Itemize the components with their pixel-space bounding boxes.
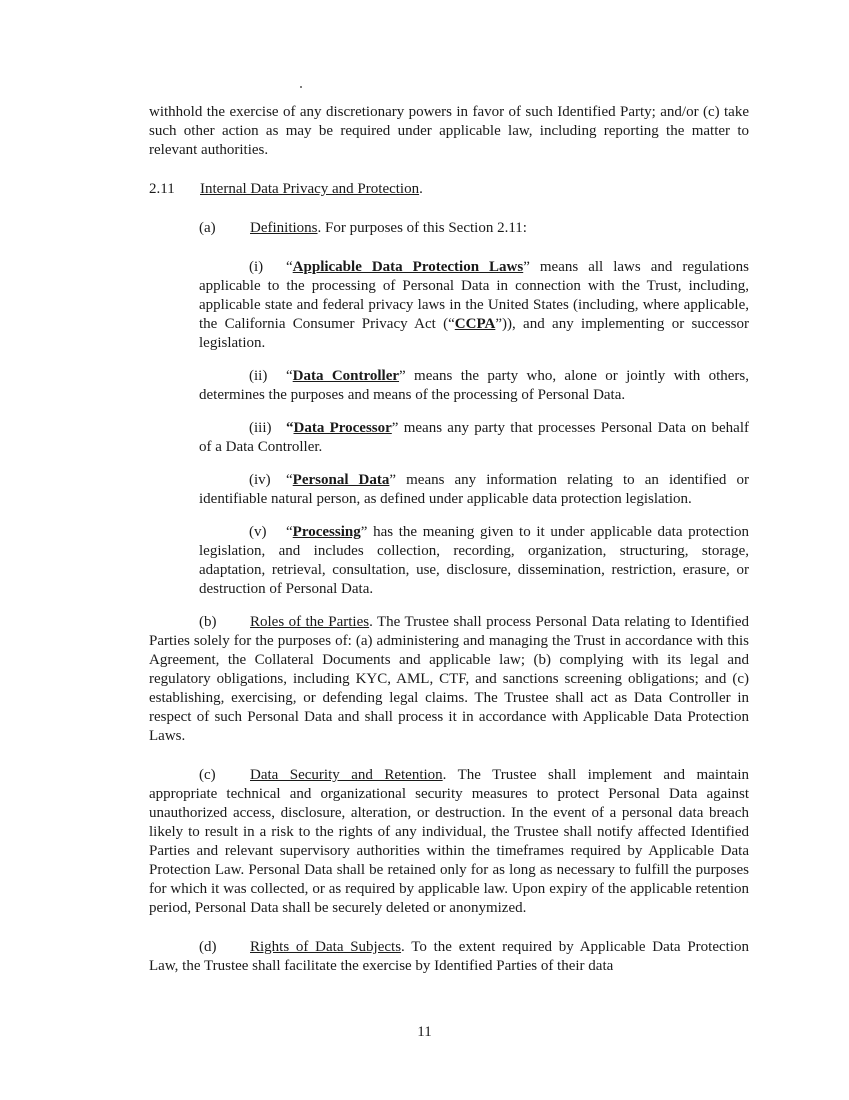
close-quote: ” xyxy=(523,259,530,275)
paragraph-b-number: (b) xyxy=(199,614,217,630)
paragraph-b-text: . The Trustee shall process Personal Data relating to Identified Parties solely for the purposes of: (a) administering and managing the Trust in accordance with this Agreement, the Collateral Documents and applicable law; (b) complying with its legal and regulatory obligations, including KYC, AML, CTF, and sanctions screening obligations; and (c) establishing, exercising, or defending legal claims. The Trustee shall act as Data Controller in respect of such Personal Data and shall process it in accordance with Applicable Data Protection Laws. xyxy=(149,614,749,744)
definition-iii xyxy=(149,419,749,457)
paragraph-c-text: . The Trustee shall implement and maintain appropriate technical and organizational security measures to protect Personal Data against unauthorized access, disclosure, alteration, or destruction. In the event of a personal data breach likely to result in a risk to the rights of any individual, the Trustee shall notify affected Identified Parties and relevant supervisory authorities within the timeframes required by Applicable Data Protection Law. Personal Data shall be retained only for as long as necessary to fulfill the purposes for which it was collected, or as required by applicable law. Upon expiry of the applicable retention period, Personal Data shall be securely deleted or anonymized. xyxy=(149,767,749,916)
paragraph-a xyxy=(149,219,749,238)
section-title-period: . xyxy=(419,181,423,197)
close-quote: ” xyxy=(360,524,368,540)
definition-v-text: has the meaning given to it under applicable data protection legislation, and includes collection, recording, organization, structuring, storage, adaptation, retrieval, consultation, use, disclosure, dissemination, restriction, erasure, or destruction of Personal Data. xyxy=(199,524,749,597)
definition-i-text-end: ”)), and any implementing or successor legislation. xyxy=(199,316,750,351)
definition-ii-number: (ii) xyxy=(249,368,268,384)
paragraph-a-heading: Definitions xyxy=(250,220,318,236)
open-quote: “ xyxy=(286,259,293,275)
paragraph-b-heading: Roles of the Parties xyxy=(250,614,370,630)
section-heading xyxy=(149,180,749,199)
close-quote: ” xyxy=(391,420,399,436)
definition-ii-text: means the party who, alone or jointly with others, determines the purposes and means of the processing of Personal Data. xyxy=(199,368,749,403)
ccpa-term: CCPA xyxy=(454,316,496,332)
paragraph-c-number: (c) xyxy=(199,767,216,783)
definition-iv-text: means any information relating to an identified or identifiable natural person, as defined under applicable data protection legislation. xyxy=(199,472,749,507)
paragraph-c-heading: Data Security and Retention xyxy=(250,767,443,783)
section-number: 2.11 xyxy=(149,181,175,197)
close-quote: ” xyxy=(389,472,397,488)
open-quote: “ xyxy=(286,368,293,384)
paragraph-d-number: (d) xyxy=(199,939,217,955)
definition-i xyxy=(149,258,749,353)
definition-v-number: (v) xyxy=(249,524,267,540)
definition-i-term: Applicable Data Protection Laws xyxy=(292,259,524,275)
definition-ii-term: Data Controller xyxy=(292,368,400,384)
definition-v xyxy=(149,523,749,599)
paragraph-a-text: . For purposes of this Section 2.11: xyxy=(317,220,527,236)
definition-iii-text: means any party that processes Personal Data on behalf of a Data Controller. xyxy=(199,420,749,455)
definition-v-term: Processing xyxy=(292,524,361,540)
close-quote: ” xyxy=(399,368,406,384)
document-page xyxy=(149,103,749,976)
open-quote: “ xyxy=(286,472,293,488)
definition-iv-number: (iv) xyxy=(249,472,271,488)
paragraph-d xyxy=(149,938,749,976)
page-number: 11 xyxy=(417,1024,432,1040)
definition-iv-term: Personal Data xyxy=(292,472,390,488)
definition-iv xyxy=(149,471,749,509)
paragraph-c xyxy=(149,766,749,918)
open-quote: “ xyxy=(286,420,294,436)
paragraph-d-text: . To the extent required by Applicable Data Protection Law, the Trustee shall facilitate the exercise by Identified Parties of their data xyxy=(149,939,749,974)
definition-iii-number: (iii) xyxy=(249,420,272,436)
paragraph-b xyxy=(149,613,749,746)
definition-ii xyxy=(149,367,749,405)
open-quote: “ xyxy=(286,524,293,540)
section-title: Internal Data Privacy and Protection xyxy=(200,181,420,197)
paragraph-d-heading: Rights of Data Subjects xyxy=(250,939,402,955)
definition-i-text: means all laws and regulations applicable to the processing of Personal Data in connection with the Trust, including, applicable state and federal privacy laws in the United States (including, where applicable, the California Consumer Privacy Act (“ xyxy=(199,259,749,332)
definition-i-number: (i) xyxy=(249,259,264,275)
stray-dot-mark xyxy=(300,86,302,88)
paragraph-a-number: (a) xyxy=(199,220,216,236)
definition-iii-term: Data Processor xyxy=(293,420,392,436)
continued-paragraph: withhold the exercise of any discretionary powers in favor of such Identified Party; and/or (c) take such other action as may be required under applicable law, including reporting the matter to relevant authorities. xyxy=(149,104,749,158)
